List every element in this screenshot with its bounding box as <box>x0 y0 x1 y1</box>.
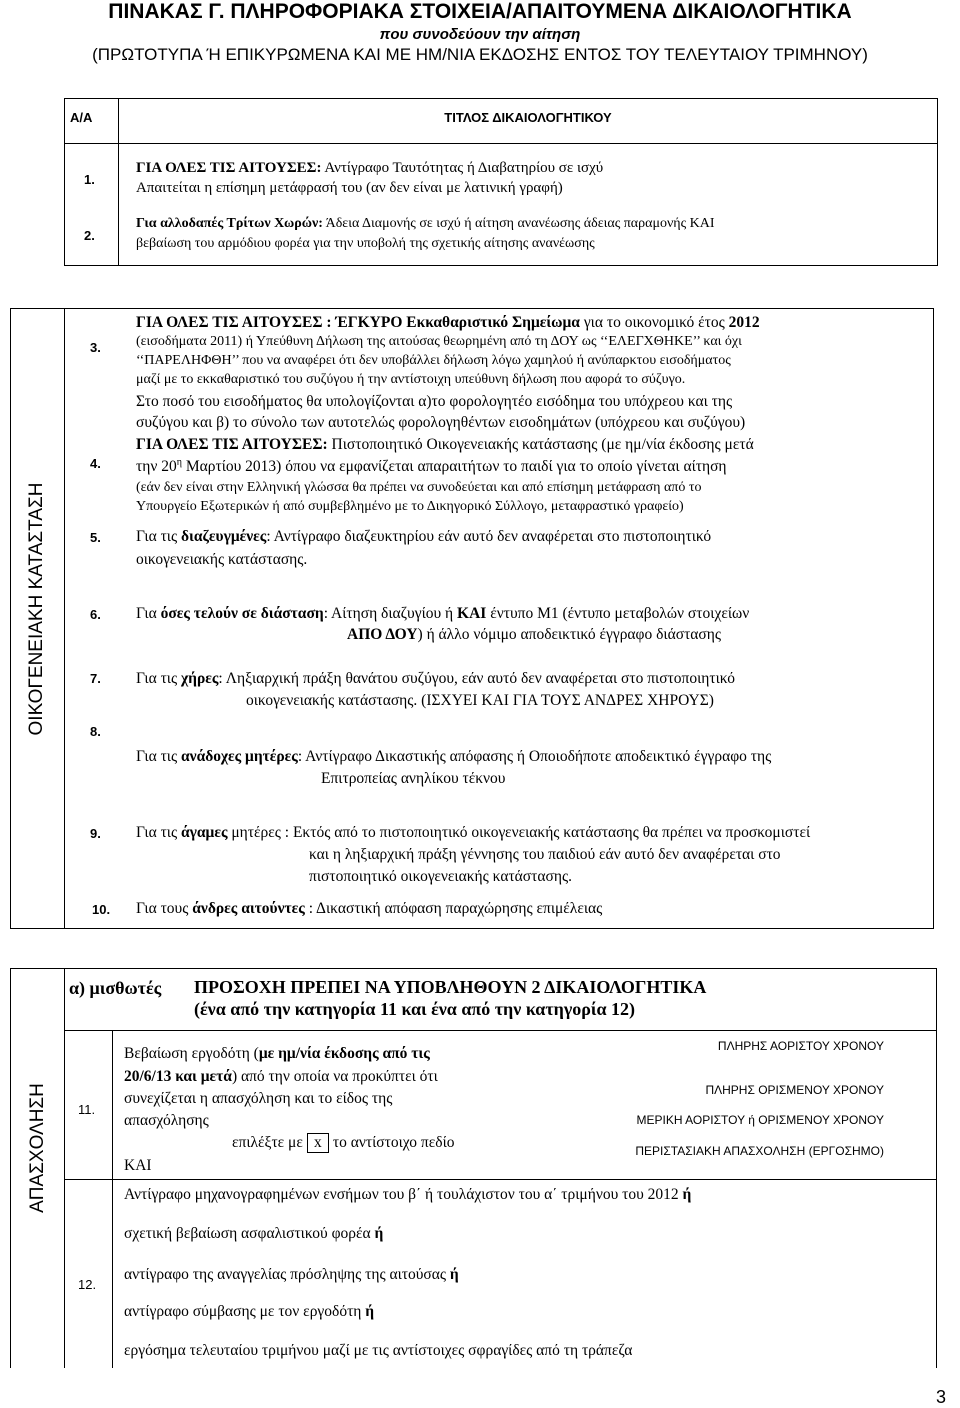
row-text: ΓΙΑ ΟΛΕΣ ΤΙΣ ΑΙΤΟΥΣΕΣ: Αντίγραφο Ταυτότητας ή Διαβατηρίου σε ισχύ <box>136 160 604 176</box>
item-number: 4. <box>90 456 101 471</box>
employment-category: α) μισθωτές <box>69 978 162 998</box>
item-text: Για τις χήρες: Ληξιαρχική πράξη θανάτου συζύγου, εάν αυτό δεν αναφέρεται στο πιστοποιητικό <box>136 670 736 687</box>
item-text: συνεχίζεται η απασχόληση και το είδος της <box>124 1090 393 1107</box>
section-label-employment: ΑΠΑΣΧΟΛΗΣΗ <box>27 1083 48 1213</box>
item-text: Για τις διαζευγμένες: Αντίγραφο διαζευκτηρίου εάν αυτό δεν αναφέρεται στο πιστοποιητικό <box>136 528 712 545</box>
page-subtitle: που συνοδεύουν την αίτηση <box>379 26 581 43</box>
item-text: την $20^\eta$ Μαρτίου 2013) όπου να εμφανίζεται απαραιτήτων το παιδί για το οποίο γίνεται αίτηση <box>136 457 727 476</box>
item-text: οικογενειακής κατάστασης. <box>136 551 308 568</box>
item-number: 6. <box>90 607 101 622</box>
page-number: 3 <box>936 1387 947 1407</box>
page-note: (ΠΡΩΤΟΤΥΠΑ Ή ΕΠΙΚΥΡΩΜΕΝΑ ΚΑΙ ΜΕ ΗΜ/ΝΙΑ ΕΚΔΟΣΗΣ ΕΝΤΟΣ ΤΟΥ ΤΕΛΕΥΤΑΙΟΥ ΤΡΙΜΗΝΟΥ) <box>92 45 868 64</box>
page-title: ΠΙΝΑΚΑΣ Γ. ΠΛΗΡΟΦΟΡΙΑΚΑ ΣΤΟΙΧΕΙΑ/ΑΠΑΙΤΟΥΜΕΝΑ ΔΙΚΑΙΟΛΟΓΗΤΙΚΑ <box>108 0 852 23</box>
item-text: σχετική βεβαίωση ασφαλιστικού φορέα ή <box>124 1225 384 1242</box>
item-number: 7. <box>90 671 101 686</box>
item-text: (εισοδήματα 2011) ή Υπεύθυνη Δήλωση της αιτούσας θεωρημένη από τη ΔΟΥ ως ‘‘ΕΛΕΓΧΘΗΚΕ’’ και όχι <box>136 334 742 349</box>
row-number: 2. <box>84 228 95 243</box>
row-text-line2: Απαιτείται η επίσημη μετάφρασή του (αν δεν είναι με λατινική γραφή) <box>136 180 563 196</box>
item-number: 5. <box>90 530 101 545</box>
item-number: 9. <box>90 826 101 841</box>
item-text: ΓΙΑ ΟΛΕΣ ΤΙΣ ΑΙΤΟΥΣΕΣ : ΈΓΚΥΡΟ Εκκαθαριστικό Σημείωμα για το οικονομικό έτος 2012 <box>136 314 760 331</box>
employment-option[interactable]: ΠΛΗΡΗΣ ΟΡΙΣΜΕΝΟΥ ΧΡΟΝΟΥ <box>705 1083 884 1097</box>
example-checkbox: x <box>307 1133 329 1153</box>
item-text: ΓΙΑ ΟΛΕΣ ΤΙΣ ΑΙΤΟΥΣΕΣ: Πιστοποιητικό Οικογενειακής κατάστασης (με ημ/νία έκδοσης μετά <box>136 436 754 453</box>
item-text: απασχόλησης <box>124 1112 209 1129</box>
row-text-line2: βεβαίωση του αρμόδιου φορέα για την υποβολή της σχετικής αίτησης ανανέωσης <box>136 236 595 251</box>
item-text: εργόσημα τελευταίου τριμήνου μαζί με τις αντίστοιχες σφραγίδες από τη τράπεζα <box>124 1342 633 1359</box>
item-text: αντίγραφο της αναγγελίας πρόσληψης της αιτούσας ή <box>124 1266 459 1283</box>
item-number: 12. <box>78 1277 97 1292</box>
item-text: Επιτροπείας ανηλίκου τέκνου <box>321 770 506 787</box>
col-header-aa: Α/Α <box>70 110 93 125</box>
item-text: αντίγραφο σύμβασης με τον εργοδότη ή <box>124 1303 375 1320</box>
item-text: πιστοποιητικό οικογενειακής κατάστασης. <box>309 868 572 885</box>
item-text: ΑΠΟ ΔΟΥ) ή άλλο νόμιμο αποδεικτικό έγγραφο διάστασης <box>347 626 722 643</box>
item-text: και η ληξιαρχική πράξη γέννησης του παιδιού εάν αυτό δεν αναφέρεται στο <box>309 846 781 863</box>
employment-option[interactable]: ΠΛΗΡΗΣ ΑΟΡΙΣΤΟΥ ΧΡΟΝΟΥ <box>717 1039 884 1053</box>
item-text: ΚΑΙ <box>124 1157 152 1174</box>
item-text: Για τις άγαμες μητέρες : Εκτός από το πιστοποιητικό οικογενειακής κατάστασης θα πρέπει να προσκομιστεί <box>136 824 811 841</box>
item-number: 8. <box>90 724 101 739</box>
item-number: 10. <box>92 902 111 917</box>
item-text: 20/6/13 και μετά) από την οποία να προκύπτει ότι <box>124 1068 438 1085</box>
employment-option[interactable]: ΠΕΡΙΣΤΑΣΙΑΚΗ ΑΠΑΣΧΟΛΗΣΗ (ΕΡΓΟΣΗΜΟ) <box>635 1144 884 1158</box>
item-text: Για τους άνδρες αιτούντες : Δικαστική απόφαση παραχώρησης επιμέλειας <box>136 900 603 917</box>
item-instruction: επιλέξτε με x το αντίστοιχο πεδίο <box>232 1134 455 1151</box>
item-text: ‘‘ΠΑΡΕΛΗΦΘΗ’’ που να αναφέρει ότι δεν υποβάλλει δήλωση λόγω χαμηλού ή ανύπαρκτου εισοδήματος <box>136 353 731 368</box>
row-number: 1. <box>84 172 95 187</box>
item-text: Αντίγραφο μηχανογραφημένων ενσήμων του β΄ ή τουλάχιστον του α΄ τριμήνου του 2012 ή <box>124 1186 692 1203</box>
employment-warning: ΠΡΟΣΟΧΗ ΠΡΕΠΕΙ ΝΑ ΥΠΟΒΛΗΘΟΥΝ 2 ΔΙΚΑΙΟΛΟΓΗΤΙΚΑ <box>194 977 707 997</box>
employment-option[interactable]: ΜΕΡΙΚΗ ΑΟΡΙΣΤΟΥ ή ΟΡΙΣΜΕΝΟΥ ΧΡΟΝΟΥ <box>636 1113 884 1127</box>
item-text: Υπουργείο Εξωτερικών ή από συμβεβλημένο με το Δικηγορικό Σύλλογο, μεταφραστικό γραφείο) <box>136 499 684 514</box>
section-label-family: ΟΙΚΟΓΕΝΕΙΑΚΗ ΚΑΤΑΣΤΑΣΗ <box>26 482 47 736</box>
item-number: 3. <box>90 340 101 355</box>
item-text: Για τις ανάδοχες μητέρες: Αντίγραφο Δικαστικής απόφασης ή Οποιοδήποτε αποδεικτικό έγγραφο της <box>136 748 772 765</box>
item-text: Για όσες τελούν σε διάσταση: Αίτηση διαζυγίου ή ΚΑΙ έντυπο Μ1 (έντυπο μεταβολών στοιχείων <box>136 605 750 622</box>
col-header-title: ΤΙΤΛΟΣ ΔΙΚΑΙΟΛΟΓΗΤΙΚΟΥ <box>444 110 612 125</box>
item-text: Στο ποσό του εισοδήματος θα υπολογίζονται α)το φορολογητέο εισόδημα του υπόχρεου και της <box>136 393 733 410</box>
employment-warning-note: (ένα από την κατηγορία 11 και ένα από την κατηγορία 12) <box>194 999 636 1019</box>
item-text: συζύγου και β) το σύνολο των αυτοτελώς φορολογηθέντων εισοδημάτων (υπόχρεου και συζύγου) <box>136 414 746 431</box>
item-text: οικογενειακής κατάστασης. (ΙΣΧΥΕΙ ΚΑΙ ΓΙΑ ΤΟΥΣ ΑΝΔΡΕΣ ΧΗΡΟΥΣ) <box>246 692 714 709</box>
item-text: (εάν δεν είναι στην Ελληνική γλώσσα θα πρέπει να συνοδεύεται και από επίσημη μετάφραση από το <box>136 480 702 495</box>
item-number: 11. <box>78 1102 96 1117</box>
row-text: Για αλλοδαπές Τρίτων Χωρών: Άδεια Διαμονής σε ισχύ ή αίτηση ανανέωσης άδειας παραμονής ΚΑΙ <box>136 216 715 231</box>
item-text: μαζί με το εκκαθαριστικό του συζύγου ή την αντίστοιχη υπεύθυνη δήλωση που αφορά το σύζυγο. <box>136 372 686 387</box>
item-text: Βεβαίωση εργοδότη (με ημ/νία έκδοσης από τις <box>124 1045 430 1062</box>
